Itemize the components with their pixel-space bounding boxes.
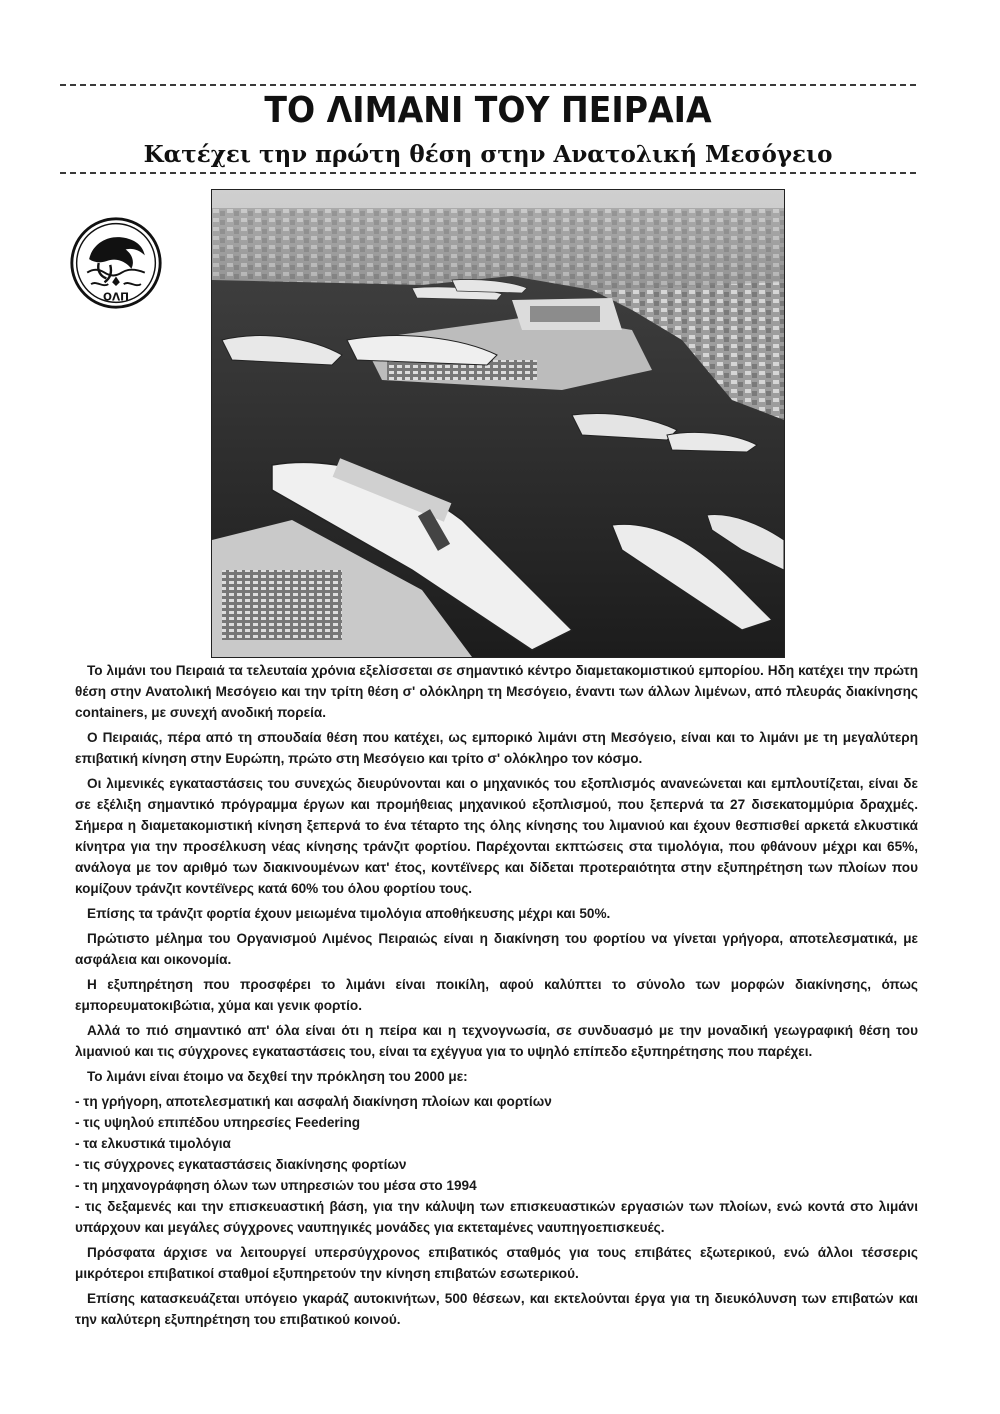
list-item: - τη μηχανογράφηση όλων των υπηρεσιών του μέσα στο 1994 <box>75 1178 477 1193</box>
list-item: - τις δεξαμενές και την επισκευαστική βάση, για την κάλυψη των επισκευαστικών εργασιών των πλοίων, ενώ κοντά στο λιμάνι υπάρχουν και μεγάλες σύγχρονες ναυπηγικές μονάδες για εκτεταμένες ναυπηγοεπισκευές. <box>75 1199 918 1235</box>
article-paragraph: Το λιμάνι του Πειραιά τα τελευταία χρόνια εξελίσσεται σε σημαντικό κέντρο διαμετακομιστικού εμπορίου. Ηδη κατέχει την πρώτη θέση στην Ανατολική Μεσόγειο και την τρίτη θέση σ' ολόκληρη τη Μεσόγειο, έναντι των άλλων λιμένων, από πλευράς διακίνησης containers, με συνεχή ανοδική πορεία. <box>75 663 918 720</box>
article-paragraph: Οι λιμενικές εγκαταστάσεις του συνεχώς διευρύνονται και ο μηχανικός του εξοπλισμός ανανεώνεται και εμπλουτίζεται, είναι δε σε εξέλιξη σημαντικό πρόγραμμα έργων και προμήθειας μηχανικού εξοπλισμού, που ξεπερνά τα 27 δισεκατομμύρια δραχμές. Σήμερα η διαμετακομιστική κίνηση ξεπερνά το ένα τέταρτο της όλης κίνησης του λιμανιού και έχουν θεσπισθεί αρκετά ελκυστικά κίνητρα για την προσέλκυση νέας κίνησης τράνζιτ φορτίου. Παρέχονται εκπτώσεις στα τιμολόγια, που φθάνουν μέχρι και 65%, ανάλογα με τον αριθμό των διακινουμένων κατ' έτος, κοντέϊνερς και δίδεται προτεραιότητα στην εξυπηρέτηση των πλοίων που κομίζουν τράνζιτ κοντέϊνερς κατά 60% του όλου φορτίου τους. <box>75 776 918 896</box>
list-item: - τη γρήγορη, αποτελεσματική και ασφαλή διακίνηση πλοίων και φορτίων <box>75 1094 552 1109</box>
article-paragraph: Ο Πειραιάς, πέρα από τη σπουδαία θέση που κατέχει, ως εμπορικό λιμάνι στη Μεσόγειο, είναι και το λιμάνι με τη μεγαλύτερη επιβατική κίνηση στην Ευρώπη, πρώτο στη Μεσόγειο και τρίτο σ' ολόκληρο τον κόσμο. <box>75 730 918 766</box>
article-paragraph: Πρόσφατα άρχισε να λειτουργεί υπερσύγχρονος επιβατικός σταθμός για τους επιβάτες εξωτερικού, ενώ άλλοι τέσσερις μικρότεροι επιβατικοί σταθμοί εξυπηρετούν την κίνηση επιβατών εσωτερικού. <box>75 1245 918 1281</box>
article-paragraph: Πρώτιστο μέλημα του Οργανισμού Λιμένος Πειραιώς είναι η διακίνηση του φορτίου να γίνεται γρήγορα, αποτελεσματικά, με ασφάλεια και οικονομία. <box>75 931 918 967</box>
list-item: - τις υψηλού επιπέδου υπηρεσίες Feedering <box>75 1115 361 1130</box>
olp-dolphin-emblem-icon <box>68 215 164 311</box>
article-paragraph: Η εξυπηρέτηση που προσφέρει το λιμάνι είναι ποικίλη, αφού καλύπτει το σύνολο των μορφών διακίνησης, όπως εμπορευματοκιβώτια, χύμα και γενικ φορτίο. <box>75 977 918 1013</box>
bottom-dashed-rule <box>60 172 916 174</box>
harbor-aerial-photo <box>211 189 785 658</box>
article-paragraph: Αλλά το πιό σημαντικό απ' όλα είναι ότι η πείρα και η τεχνογνωσία, σε συνδυασμό με την μοναδική γεωγραφική θέση του λιμανιού και τις σύγχρονες εγκαταστάσεις του, είναι τα εχέγγυα για το υψηλό επίπεδο εξυπηρέτησης που παρέχει. <box>75 1023 918 1059</box>
list-item: - τα ελκυστικά τιμολόγια <box>75 1136 231 1151</box>
top-dashed-rule <box>60 84 916 86</box>
article-paragraph: Επίσης κατασκευάζεται υπόγειο γκαράζ αυτοκινήτων, 500 θέσεων, και εκτελούνται έργα για τη διευκόλυνση των επιβατών και την καλύτερη εξυπηρέτηση του επιβατικού κοινού. <box>75 1291 918 1327</box>
list-item: - τις σύγχρονες εγκαταστάσεις διακίνησης φορτίων <box>75 1157 407 1172</box>
advantages-list <box>75 1091 918 1238</box>
page-title: ΤΟ ΛΙΜΑΝΙ ΤΟΥ ΠΕΙΡΑΙΑ <box>264 90 712 131</box>
logo-text: ΟΛΠ <box>103 291 129 304</box>
article-paragraph: Το λιμάνι είναι έτοιμο να δεχθεί την πρόκληση του 2000 με: <box>87 1069 468 1084</box>
article-paragraph: Επίσης τα τράνζιτ φορτία έχουν μειωμένα τιμολόγια αποθήκευσης μέχρι και 50%. <box>87 906 611 921</box>
page-subtitle: Κατέχει την πρώτη θέση στην Ανατολική Μεσόγειο <box>143 141 833 168</box>
article-body <box>75 660 918 1334</box>
